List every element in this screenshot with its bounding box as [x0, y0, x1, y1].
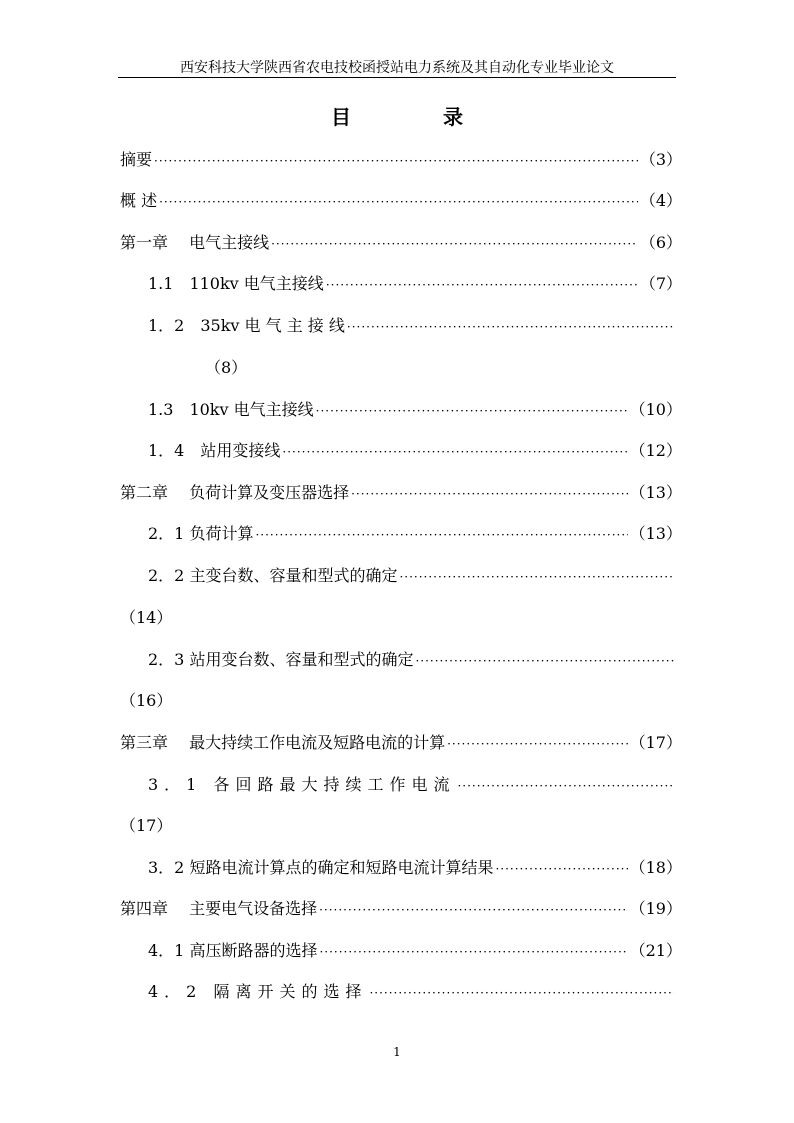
toc-entry-label: 3．1 各回路最大持续工作电流	[148, 775, 456, 794]
toc-entry-page: （17）	[629, 733, 682, 752]
toc-entry-label: 4．1 高压断路器的选择	[148, 941, 318, 960]
toc-entry-page: （6）	[639, 233, 682, 252]
dot-leader	[495, 857, 627, 881]
dot-leader	[154, 149, 638, 173]
toc-entry-label: 1．4 站用变接线	[148, 441, 281, 460]
toc-entry	[148, 522, 682, 546]
toc-entry	[148, 939, 682, 963]
toc-entry-label: 2．1 负荷计算	[148, 524, 254, 543]
toc-entry	[120, 231, 682, 255]
toc-entry	[120, 731, 682, 755]
toc-entry	[148, 980, 676, 1004]
page-number: 1	[393, 1045, 401, 1059]
toc-entry-page: （21）	[629, 941, 682, 960]
toc-entry-label: 概 述	[120, 191, 158, 210]
toc-entry	[120, 148, 682, 172]
toc-title-left: 目	[331, 105, 351, 129]
toc-entry-page: （13）	[629, 483, 682, 502]
toc-entry	[148, 648, 676, 672]
dot-leader	[351, 482, 628, 506]
toc-entry-label: 第三章 最大持续工作电流及短路电流的计算	[120, 733, 446, 752]
dot-leader	[255, 523, 627, 547]
dot-leader	[316, 399, 628, 423]
toc-entry-page: （7）	[639, 274, 682, 293]
toc-entry-label: 1．2 35kv 电 气 主 接 线	[148, 316, 345, 335]
dot-leader	[271, 232, 638, 256]
toc-entry-page: （17）	[120, 816, 173, 835]
dot-leader	[457, 774, 674, 798]
dot-leader	[415, 649, 674, 673]
dot-leader	[369, 981, 674, 1005]
toc-title-right: 录	[443, 105, 463, 129]
toc-entry	[148, 398, 682, 422]
toc-entry	[148, 439, 682, 463]
toc-entry	[120, 897, 682, 921]
toc-entry-page: （19）	[629, 899, 682, 918]
dot-leader	[319, 940, 627, 964]
toc-entry-page: （4）	[639, 191, 682, 210]
dot-leader	[347, 315, 674, 339]
dot-leader	[447, 732, 628, 756]
dot-leader	[159, 190, 638, 214]
toc-entry-label: 第二章 负荷计算及变压器选择	[120, 483, 350, 502]
toc-entry-page: （10）	[629, 400, 682, 419]
dot-leader	[319, 898, 628, 922]
toc-entry-page: （18）	[629, 858, 682, 877]
header-rule	[118, 77, 676, 78]
toc-entry-page: （3）	[639, 150, 682, 169]
toc-entry-label: 1.1 110kv 电气主接线	[148, 274, 324, 293]
toc-entry	[148, 314, 676, 338]
toc-entry-page: （12）	[629, 441, 682, 460]
toc-entry	[120, 189, 682, 213]
toc-entry-label: 4．2 隔离开关的选择	[148, 982, 368, 1001]
toc-entry-page: （14）	[120, 608, 173, 627]
toc-entry	[148, 272, 682, 296]
toc-entry-label: 第四章 主要电气设备选择	[120, 899, 318, 918]
toc-entry	[148, 773, 676, 797]
toc-entry-page: （8）	[205, 358, 248, 377]
toc-entry-page: （13）	[629, 524, 682, 543]
toc-title	[118, 104, 676, 130]
toc-entry	[148, 856, 682, 880]
toc-entry-label: 2．3 站用变台数、容量和型式的确定	[148, 650, 414, 669]
toc-entry	[120, 481, 682, 505]
toc-entry-label: 第一章 电气主接线	[120, 233, 270, 252]
running-header: 西安科技大学陕西省农电技校函授站电力系统及其自动化专业毕业论文	[180, 60, 614, 76]
toc-entry-label: 3．2 短路电流计算点的确定和短路电流计算结果	[148, 858, 494, 877]
toc-entry-page: （16）	[120, 691, 173, 710]
dot-leader	[399, 565, 674, 589]
dot-leader	[326, 273, 638, 297]
toc-entry-label: 1.3 10kv 电气主接线	[148, 400, 314, 419]
toc-entry-label: 摘要	[120, 150, 153, 169]
dot-leader	[282, 440, 627, 464]
toc-entry	[148, 564, 676, 588]
toc-entry-label: 2．2 主变台数、容量和型式的确定	[148, 566, 398, 585]
